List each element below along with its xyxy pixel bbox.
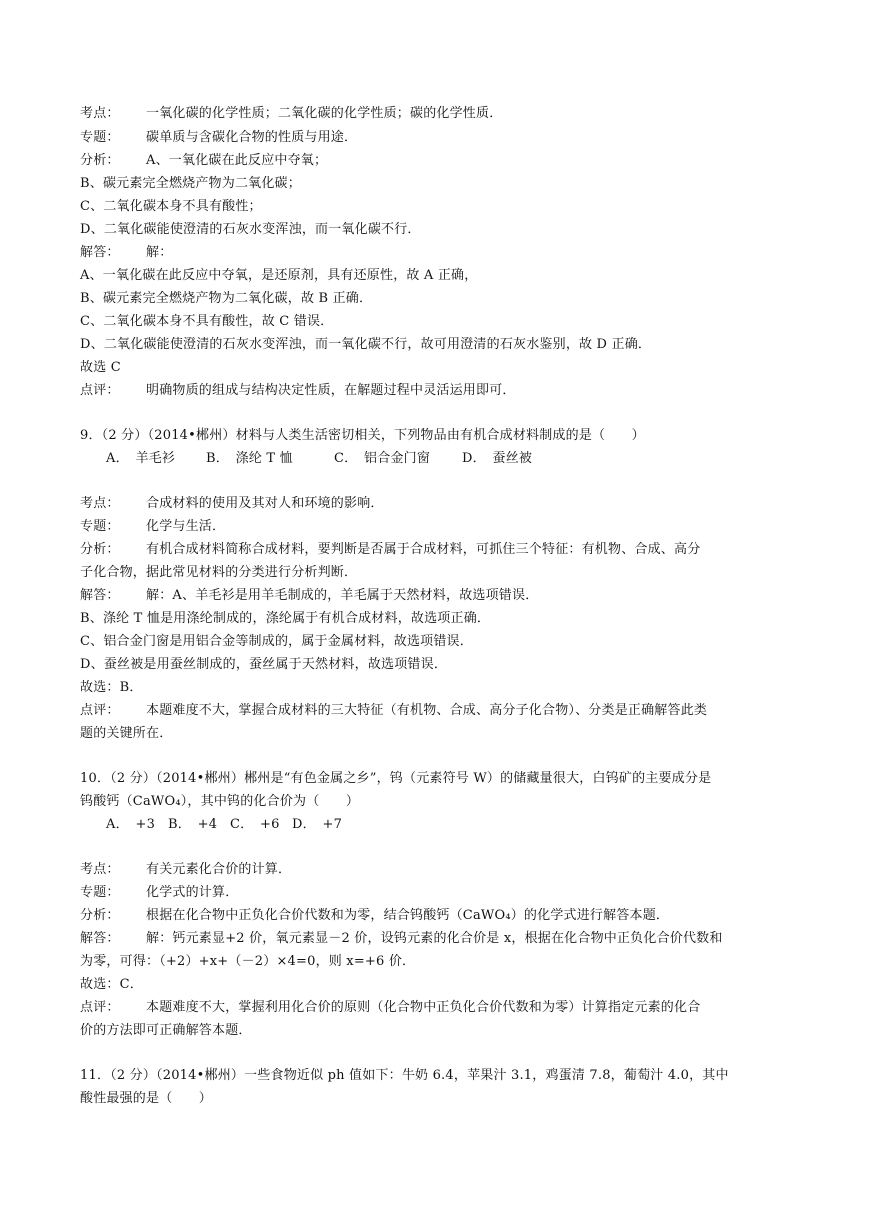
q10-option-a: A． +3 [106, 817, 156, 832]
q9-jieda-c: C、铝合金门窗是用铝合金等制成的，属于金属材料，故选项错误． [80, 634, 473, 649]
q10-zhuanti-text: 化学式的计算． [146, 885, 239, 900]
q9-options [106, 451, 826, 467]
q9-jieda-text: 解：A、羊毛衫是用羊毛制成的，羊毛属于天然材料，故选项错误． [146, 588, 539, 603]
q8-dianping-text: 明确物质的组成与结构决定性质，在解题过程中灵活运用即可． [146, 383, 516, 398]
q9-fenxi-text: 有机合成材料简称合成材料，要判断是否属于合成材料，可抓住三个特征：有机物、合成、高分 [146, 542, 701, 557]
q10-jieda-cont: 为零，可得：（+2）+x+（－2）×4=0，则 x=+6 价． [80, 954, 416, 969]
q9-option-d: D． 蚕丝被 [462, 451, 533, 466]
q9-jieda-line [80, 588, 800, 604]
q8-zhuanti-label: 专题： [80, 130, 120, 145]
q9-dianping-line [80, 703, 800, 719]
q10-option-d: D． +7 [292, 817, 343, 832]
q8-fenxi-d: D、二氧化碳能使澄清的石灰水变浑浊，而一氧化碳不行． [80, 222, 421, 237]
q10-zhuanti-label: 专题： [80, 885, 120, 900]
q10-kaodian-line [80, 862, 800, 878]
q10-jieda-text: 解：钙元素显+2 价，氧元素显－2 价，设钨元素的化合价是 x，根据在化合物中正负化合价代数和 [146, 931, 723, 946]
q10-dianping-line [80, 1000, 800, 1016]
q10-fenxi-label: 分析： [80, 908, 120, 923]
q9-stem: 9．（2 分）（2014•郴州）材料与人类生活密切相关，下列物品由有机合成材料制成的是（ ） [80, 428, 645, 443]
q11-stem-line2: 酸性最强的是（ ） [80, 1091, 213, 1106]
q8-jieda-text: 解： [146, 245, 173, 260]
q9-kaodian-label: 考点： [80, 496, 120, 511]
q8-kaodian-text: 一氧化碳的化学性质；二氧化碳的化学性质；碳的化学性质． [146, 106, 503, 121]
q8-kaodian-label: 考点： [80, 106, 120, 121]
q9-kaodian-line [80, 496, 800, 512]
q9-jieda-label: 解答： [80, 588, 120, 603]
q11-stem-line1: 11．（2 分）（2014•郴州）一些食物近似 ph 值如下：牛奶 6.4，苹果汁 3.1，鸡蛋清 7.8，葡萄汁 4.0，其中 [80, 1068, 729, 1083]
q10-dianping-text: 本题难度不大，掌握利用化合价的原则（化合物中正负化合价代数和为零）计算指定元素的化合 [146, 1000, 701, 1015]
q9-fenxi-label: 分析： [80, 542, 120, 557]
q10-option-c: C． +6 [230, 817, 280, 832]
q10-option-b: B． +4 [168, 817, 218, 832]
q8-fenxi-text: A、一氧化碳在此反应中夺氧； [146, 153, 328, 168]
q9-zhuanti-text: 化学与生活． [146, 519, 226, 534]
q8-fenxi-label: 分析： [80, 153, 120, 168]
q9-zhuanti-label: 专题： [80, 519, 120, 534]
q8-jieda-b: B、碳元素完全燃烧产物为二氧化碳，故 B 正确． [80, 291, 373, 306]
q10-dianping-cont: 价的方法即可正确解答本题． [80, 1023, 252, 1038]
q9-dianping-label: 点评： [80, 703, 120, 718]
q8-fenxi-line [80, 153, 800, 169]
q9-kaodian-text: 合成材料的使用及其对人和环境的影响． [146, 496, 384, 511]
q10-dianping-label: 点评： [80, 1000, 120, 1015]
q9-option-b: B． 涤纶 T 恤 [206, 451, 293, 466]
q9-option-a: A． 羊毛衫 [106, 451, 176, 466]
q8-jieda-c: C、二氧化碳本身不具有酸性，故 C 错误． [80, 314, 334, 329]
q9-fenxi-line [80, 542, 800, 558]
q8-answer: 故选 C [80, 360, 121, 375]
q10-kaodian-text: 有关元素化合价的计算． [146, 862, 292, 877]
q10-fenxi-line [80, 908, 800, 924]
q8-dianping-label: 点评： [80, 383, 120, 398]
q10-jieda-line [80, 931, 800, 947]
q9-dianping-text: 本题难度不大，掌握合成材料的三大特征（有机物、合成、高分子化合物）、分类是正确解答此类 [146, 703, 708, 718]
q10-kaodian-label: 考点： [80, 862, 120, 877]
q9-answer: 故选：B． [80, 680, 143, 695]
q9-zhuanti-line [80, 519, 800, 535]
q10-stem-line1: 10．（2 分）（2014•郴州）郴州是“有色金属之乡”，钨（元素符号 W）的储藏量很大，白钨矿的主要成分是 [80, 771, 712, 786]
q9-option-c: C． 铝合金门窗 [334, 451, 431, 466]
q8-zhuanti-line [80, 130, 800, 146]
q8-jieda-line [80, 245, 800, 261]
q9-fenxi-cont: 子化合物，据此常见材料的分类进行分析判断． [80, 565, 358, 580]
q8-kaodian-line [80, 106, 800, 122]
q8-fenxi-b: B、碳元素完全燃烧产物为二氧化碳； [80, 176, 301, 191]
q10-fenxi-text: 根据在化合物中正负化合价代数和为零，结合钨酸钙（CaWO₄）的化学式进行解答本题． [146, 908, 670, 923]
q8-dianping-line [80, 383, 800, 399]
q8-zhuanti-text: 碳单质与含碳化合物的性质与用途． [146, 130, 358, 145]
q9-dianping-cont: 题的关键所在． [80, 726, 173, 741]
q10-zhuanti-line [80, 885, 800, 901]
q8-jieda-a: A、一氧化碳在此反应中夺氧，是还原剂，具有还原性，故 A 正确， [80, 268, 478, 283]
q10-jieda-label: 解答： [80, 931, 120, 946]
q10-stem-line2: 钨酸钙（CaWO₄），其中钨的化合价为（ ） [80, 794, 360, 809]
q9-jieda-b: B、涤纶 T 恤是用涤纶制成的，涤纶属于有机合成材料，故选项正确． [80, 611, 491, 626]
q8-fenxi-c: C、二氧化碳本身不具有酸性； [80, 199, 262, 214]
q9-jieda-d: D、蚕丝被是用蚕丝制成的，蚕丝属于天然材料，故选项错误． [80, 657, 448, 672]
q10-options [106, 817, 826, 833]
q8-jieda-label: 解答： [80, 245, 120, 260]
q10-answer: 故选：C． [80, 977, 143, 992]
q8-jieda-d: D、二氧化碳能使澄清的石灰水变浑浊，而一氧化碳不行，故可用澄清的石灰水鉴别，故 D 正确． [80, 337, 652, 352]
